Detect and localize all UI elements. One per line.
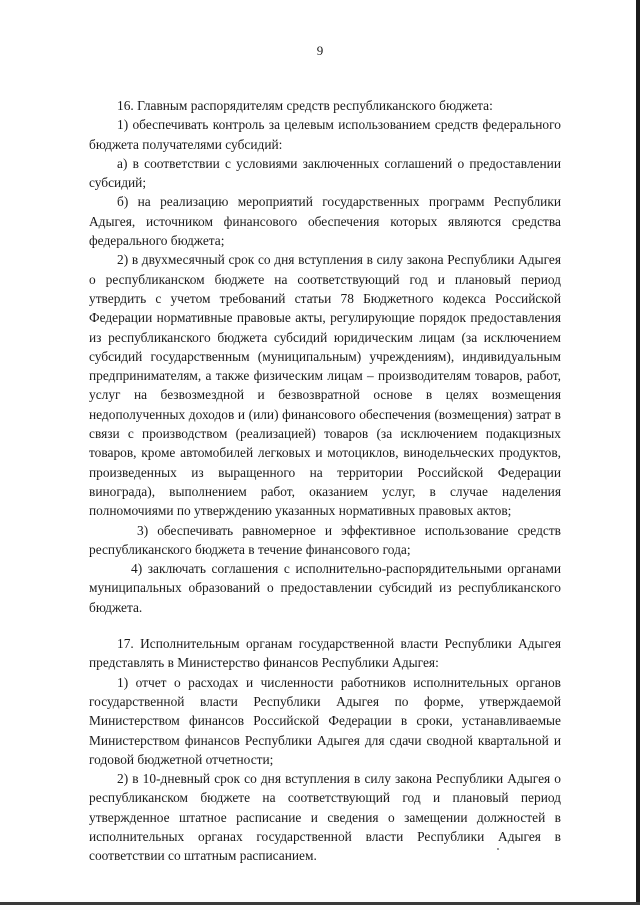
page-number: 9 — [316, 43, 324, 58]
section-16-item-3: 3) обеспечивать равномерное и эффективное использование средств республиканского бюджета в течение финансового года; — [89, 522, 561, 557]
section-17-heading: 17. Исполнительным органам государственной власти Республики Адыгея представлять в Министерство финансов Республики Адыгея: — [89, 636, 561, 671]
section-16-item-2: 2) в двухмесячный срок со дня вступления в силу закона Республики Адыгея о республиканском бюджете на соответствующий год и плановый период утвердить с учетом требований статьи 78 Бюджетного кодекса Российской Федерации нормативные правовые акты, регулирующие порядок предоставления из республиканского бюджета субсидий юридическим лицам (за исключением субсидий государственным (муниципальным) учреждениям), индивидуальным предпринимателям, а также физическим лицам – производителям товаров, работ, услуг на безвозмездной и безвозвратной основе в целях возмещения недополученных доходов и (или) финансового обеспечения (возмещения) затрат в связи с производством (реализацией) товаров (за исключением подакцизных товаров, кроме автомобилей легковых и мотоциклов, винодельческих продуктов, произведенных из выращенного на территории Российской Федерации винограда), выполнением работ, оказанием услуг, в случае наделения полномочиями по утверждению указанных нормативных правовых актов; — [89, 252, 561, 519]
section-16-item-1b: б) на реализацию мероприятий государственных программ Республики Адыгея, источником финансового обеспечения которых являются средства федерального бюджета; — [89, 194, 561, 249]
section-17-item-1: 1) отчет о расходах и численности работников исполнительных органов государственной власти Республики Адыгея по форме, утверждаемой Министерством финансов Российской Федерации в сроки, устанавливаемые Министерством финансов Республики Адыгея для сдачи сводной квартальной и годовой бюджетной отчетности; — [89, 674, 561, 767]
section-16-item-4: 4) заключать соглашения с исполнительно-распорядительными органами муниципальных образований о предоставлении субсидий из республиканского бюджета. — [89, 561, 561, 615]
section-16-item-1a: а) в соответствии с условиями заключенных соглашений о предоставлении субсидий; — [89, 155, 561, 191]
scan-speck — [497, 848, 499, 850]
section-spacer — [89, 617, 561, 634]
scan-edge-right — [636, 0, 640, 905]
document-body — [89, 96, 561, 866]
section-16-item-1: 1) обеспечивать контроль за целевым использованием средств федерального бюджета получателями субсидий: — [89, 117, 561, 152]
section-16-heading: 16. Главным распорядителям средств республиканского бюджета: — [117, 98, 493, 113]
section-17-item-2: 2) в 10-дневный срок со дня вступления в силу закона Республики Адыгея о республиканском бюджете на соответствующий год и плановый период утвержденное штатное расписание и сведения о замещении должностей в исполнительных органах государственной власти Республики Адыгея в соответствии со штатным расписанием. — [89, 771, 561, 864]
